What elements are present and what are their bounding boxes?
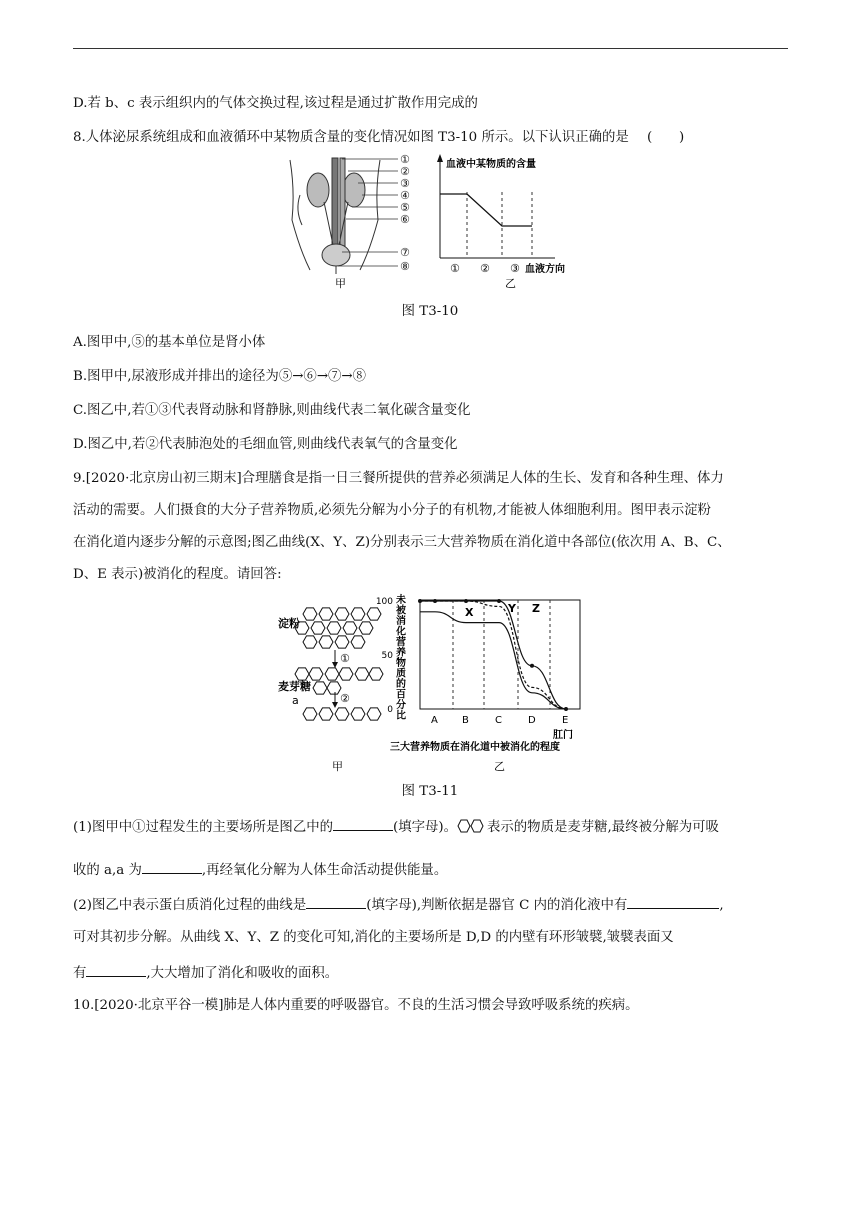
ytick-100: 100: [375, 597, 393, 607]
sub-question-1-text-d: 收的 a,a 为: [73, 863, 142, 878]
marker-7: ⑦: [400, 246, 410, 259]
marker-3: ③: [400, 177, 410, 190]
step-1-label: ①: [340, 652, 350, 665]
option-d-prev: D.若 b、c 表示组织内的气体交换过程,该过程是通过扩散作用完成的: [73, 96, 478, 111]
glucose-unit: [359, 622, 373, 634]
marker-4: ④: [400, 189, 410, 202]
series-point-z: [433, 599, 437, 603]
maltose-icon: [457, 819, 487, 833]
glucose-unit: [303, 608, 317, 620]
series-label-z: Z: [532, 602, 540, 615]
fig10-yi-label: 乙: [505, 277, 516, 290]
glucose-unit: [319, 636, 333, 648]
maltose-unit: [355, 668, 369, 680]
ylabel-char: 化: [396, 626, 406, 638]
blank-1[interactable]: [333, 816, 393, 831]
glucose-unit: [351, 636, 365, 648]
series-label-x: X: [465, 606, 474, 619]
figure-t3-10-caption: 图 T3-10: [401, 304, 459, 319]
marker-2: ②: [400, 165, 410, 178]
marker-8: ⑧: [400, 260, 410, 273]
ylabel-char: 物: [396, 658, 406, 669]
sub-question-2-text-f: ,大大增加了消化和吸收的面积。: [146, 966, 339, 981]
x-tick-E: E: [562, 715, 569, 726]
marker-6: ⑥: [400, 213, 410, 226]
maltose-unit: [325, 668, 339, 680]
question-10: 10.[2020·北京平谷一模]肺是人体内重要的呼吸器官。不良的生活习惯会导致呼吸系统的疾病。: [73, 998, 639, 1013]
figure-t3-11-caption: 图 T3-11: [401, 784, 459, 799]
fig10-xlabel: 血液方向: [525, 264, 565, 275]
blank-2[interactable]: [142, 859, 202, 874]
maltose-unit: [313, 682, 327, 694]
marker-1: ①: [400, 153, 410, 166]
series-label-y: Y: [508, 602, 516, 615]
sub-question-2-line-1: [73, 894, 724, 916]
series-point-z: [530, 664, 534, 668]
sub-question-2-text-b: (填字母),判断依据是器官 C 内的消化液中有: [366, 898, 628, 913]
sub-question-2-line-3: [73, 962, 338, 984]
maltose-unit: [295, 668, 309, 680]
anus-label: 肛门: [553, 730, 573, 741]
maltose-unit: [309, 668, 323, 680]
glucose-unit: [367, 608, 381, 620]
series-line-y: [420, 601, 566, 709]
ylabel-char: 营: [396, 637, 406, 648]
ylabel-char: 未: [396, 595, 406, 606]
x-tick-D: D: [528, 715, 536, 726]
sub-question-1-text-c: 表示的物质是麦芽糖,最终被分解为可吸: [487, 820, 719, 835]
option-c: C.图乙中,若①③代表肾动脉和肾静脉,则曲线代表二氧化碳含量变化: [73, 403, 471, 418]
fig10-chart: [437, 154, 565, 290]
series-point-z: [418, 599, 422, 603]
ylabel-char: 被: [396, 605, 406, 617]
x-tick-A: A: [431, 715, 438, 726]
a-label: a: [292, 694, 299, 707]
blank-5[interactable]: [86, 962, 146, 977]
fig10-ylabel: 血液中某物质的含量: [446, 159, 536, 170]
ylabel-char: 质: [396, 668, 406, 680]
question-9-line-4: D、E 表示)被消化的程度。请回答:: [73, 567, 282, 582]
ytick-50: 50: [381, 651, 393, 661]
glucose-molecule: [319, 708, 333, 720]
fig11-jia-label: 甲: [332, 760, 343, 773]
header-rule: [73, 48, 788, 49]
glucose-molecule: [335, 708, 349, 720]
glucose-molecule: [303, 708, 317, 720]
x-tick-C: C: [495, 715, 502, 726]
glucose-unit: [335, 636, 349, 648]
glucose-unit: [311, 622, 325, 634]
figure-t3-10: [280, 150, 590, 300]
digestion-chart: [376, 593, 580, 773]
series-line-z: [420, 601, 566, 709]
question-8: [73, 128, 684, 148]
series-point-z: [564, 707, 568, 711]
glucose-unit: [343, 622, 357, 634]
sub-question-2-text-c: ,: [719, 898, 724, 913]
ytick-0: 0: [387, 705, 393, 715]
y-axis-arrow: [437, 154, 443, 162]
option-d: D.图乙中,若②代表肺泡处的毛细血管,则曲线代表氧气的含量变化: [73, 437, 458, 452]
glucose-molecule: [367, 708, 381, 720]
option-b: B.图甲中,尿液形成并排出的途径为⑤→⑥→⑦→⑧: [73, 369, 367, 384]
blank-3[interactable]: [306, 894, 366, 909]
series-point-z: [464, 599, 468, 603]
option-a: A.图甲中,⑤的基本单位是肾小体: [73, 335, 266, 350]
question-9-line-2: 活动的需要。人们摄食的大分子营养物质,必须先分解为小分子的有机物,才能被人体细胞利用。图甲表示淀粉: [73, 503, 711, 518]
ylabel-char: 分: [396, 700, 406, 711]
question-9-line-3: 在消化道内逐步分解的示意图;图乙曲线(X、Y、Z)分别表示三大营养物质在消化道中各部位(依次用 A、B、C、: [73, 535, 731, 550]
glucose-unit: [351, 608, 365, 620]
fig10-xtick-3: ③: [510, 262, 520, 275]
sub-question-1-line-2: [73, 859, 447, 881]
sub-question-2-text-a: (2)图乙中表示蛋白质消化过程的曲线是: [73, 898, 307, 913]
glucose-unit: [335, 608, 349, 620]
sub-question-2-text-e: 有: [73, 966, 87, 981]
starch-hexagon-chain: [295, 608, 381, 648]
glucose-molecule: [351, 708, 365, 720]
ylabel-char: 的: [396, 679, 406, 690]
glucose-hexagons: [303, 708, 381, 720]
glucose-unit: [327, 622, 341, 634]
series-line-x: [420, 612, 566, 709]
maltose-unit: [369, 668, 383, 680]
fig10-jia-label: 甲: [335, 277, 346, 290]
fig10-xtick-2: ②: [480, 262, 490, 275]
arrow-2-head: [332, 702, 338, 708]
x-tick-labels: [431, 715, 568, 726]
arrow-1-head: [332, 662, 338, 668]
fig11-xlabel: 三大营养物质在消化道中被消化的程度: [390, 742, 560, 753]
answer-paren: ( ): [647, 130, 685, 145]
fig10-series-line: [440, 194, 532, 226]
starch-digestion-diagram: [278, 608, 383, 773]
maltose-label: 麦芽糖: [278, 680, 311, 693]
starch-label: 淀粉: [278, 617, 300, 630]
maltose-unit: [327, 682, 341, 694]
ylabel-char: 养: [396, 647, 406, 659]
fig11-ylabel: [395, 593, 407, 722]
fig10-xtick-1: ①: [450, 262, 460, 275]
sub-question-2-line-2: 可对其初步分解。从曲线 X、Y、Z 的变化可知,消化的主要场所是 D,D 的内壁有环形皱襞,皱襞表面又: [73, 930, 674, 945]
ylabel-char: 消: [396, 616, 406, 627]
chart-frame: [420, 600, 580, 709]
sub-question-1-text-a: (1)图甲中①过程发生的主要场所是图乙中的: [73, 820, 333, 835]
sub-question-1-line-1: [73, 816, 719, 838]
question-9-line-1: 9.[2020·北京房山初三期末]合理膳食是指一日三餐所提供的营养必须满足人体的生长、发育和各种生理、体力: [73, 471, 724, 486]
question-8-text: 8.人体泌尿系统组成和血液循环中某物质含量的变化情况如图 T3-10 所示。以下认识正确的是: [73, 130, 629, 145]
glucose-unit: [319, 608, 333, 620]
series-lines: [418, 599, 568, 711]
ylabel-char: 百: [396, 689, 406, 701]
maltose-unit: [339, 668, 353, 680]
fig11-yi-label: 乙: [494, 760, 505, 773]
urinary-system-drawing: [290, 158, 380, 274]
blank-4[interactable]: [627, 894, 719, 909]
glucose-unit: [303, 636, 317, 648]
series-point-z: [497, 599, 501, 603]
ylabel-char: 比: [396, 710, 406, 722]
figure-t3-11: [270, 592, 590, 777]
sub-question-1-text-e: ,再经氧化分解为人体生命活动提供能量。: [201, 863, 448, 878]
marker-5: ⑤: [400, 201, 410, 214]
x-tick-B: B: [462, 715, 469, 726]
sub-question-1-text-b: (填字母)。: [393, 820, 458, 835]
step-2-label: ②: [340, 692, 350, 705]
